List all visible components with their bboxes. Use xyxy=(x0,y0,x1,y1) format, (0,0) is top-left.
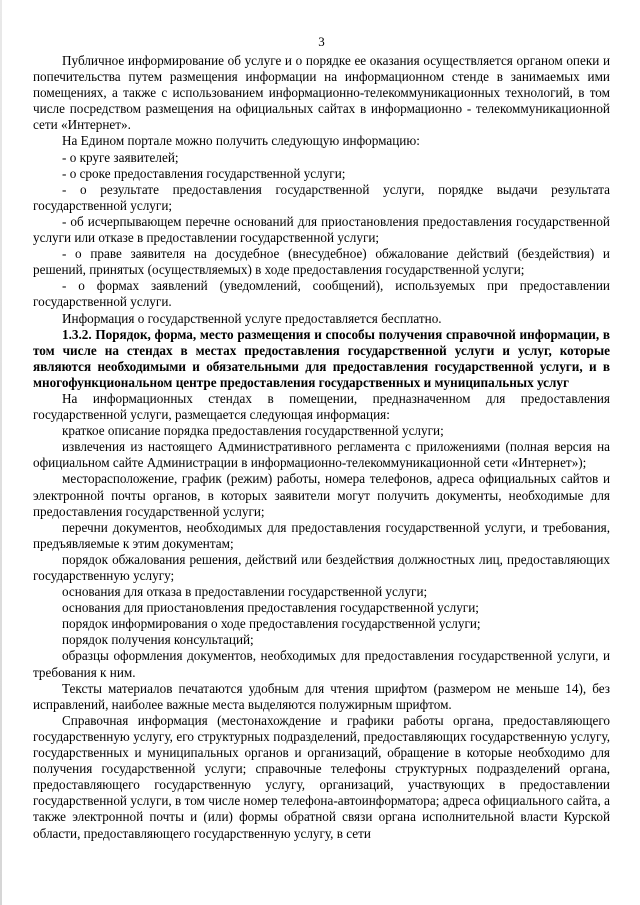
list-item: порядок обжалования решения, действий или бездействия должностных лиц, предоставляющих государственную услугу; xyxy=(33,551,610,583)
list-item: - о результате предоставления государственной услуги, порядке выдачи результата государственной услуги; xyxy=(33,181,610,213)
list-item: извлечения из настоящего Административного регламента с приложениями (полная версия на официальном сайте Администрации в информационно-телекоммуникационной сети «Интернет»); xyxy=(33,439,610,471)
paragraph-free-info: Информация о государственной услуге предоставляется бесплатно. xyxy=(62,310,442,326)
list-item: - о праве заявителя на досудебное (внесудебное) обжалование действий (бездействия) и решений, принятых (осуществляемых) в ходе предоставления государственной услуги; xyxy=(33,246,610,278)
stand-info-section xyxy=(33,391,610,842)
paragraph-font-requirements: Тексты материалов печатаются удобным для чтения шрифтом (размером не меньше 14), без исправлений, наиболее важные места выделяются полужирным шрифтом. xyxy=(33,680,610,712)
list-item: - о круге заявителей; xyxy=(62,149,179,165)
list-item: порядок информирования о ходе предоставления государственной услуги; xyxy=(62,616,481,632)
scan-edge xyxy=(0,0,2,905)
page-number: 3 xyxy=(318,34,325,49)
section-heading-text: Порядок, форма, место размещения и способы получения справочной информации, в том числе на стендах в местах предоставления государственной услуги и услуг, которые являются необходимыми и обязательными для предоставления государственной услуги, и в многофункциональном центре предоставления государственных и муниципальных услуг xyxy=(33,326,610,390)
paragraph-stands: На информационных стендах в помещении, предназначенном для предоставления государственной услуги, размещается следующая информация: xyxy=(33,390,610,423)
list-item: краткое описание порядка предоставления государственной услуги; xyxy=(62,423,444,439)
paragraph-reference-info: Справочная информация (местонахождение и графики работы органа, предоставляющего государственную услугу, его структурных подразделений, предоставляющих государственную услугу, государственных и муниципальных органов и организаций, обращение в которые необходимо для получения государственной услуги; справочные телефоны структурных подразделений органа, предоставляющего государственную услугу, организаций, участвующих в предоставлении государственной услуги, в том числе номер телефона-автоинформатора; адреса официального сайта, а также электронной почты и (или) формы обратной связи органа исполнительной власти Курской области, предоставляющего государственную услугу, в сети xyxy=(33,712,610,841)
list-item: основания для приостановления предоставления государственной услуги; xyxy=(62,600,479,616)
list-item: образцы оформления документов, необходимых для предоставления государственной услуги, и требования к ним. xyxy=(33,648,610,680)
section-number: 1.3.2. xyxy=(62,326,92,342)
paragraph-public-informing: Публичное информирование об услуге и о порядке ее оказания осуществляется органом опеки и попечительства путем размещения информации на информационном стенде в занимаемых ими помещениях, а также с использованием информационно-телекоммуникационных технологий, в том числе посредством размещения на официальных сайтах в информационно - телекоммуникационной сети «Интернет». xyxy=(33,53,610,133)
list-item: - о сроке предоставления государственной услуги; xyxy=(62,165,346,181)
list-item: - о формах заявлений (уведомлений, сообщений), используемых при предоставлении государственной услуги. xyxy=(33,278,610,310)
list-item: перечни документов, необходимых для предоставления государственной услуги, и требования, предъявляемые к этим документам; xyxy=(33,519,610,551)
list-item: - об исчерпывающем перечне оснований для приостановления предоставления государственной услуги или отказе в предоставлении государственной услуги; xyxy=(33,213,610,246)
paragraph-portal-info: На Едином портале можно получить следующую информацию: xyxy=(62,133,420,149)
list-item: порядок получения консультаций; xyxy=(62,632,254,648)
section-heading xyxy=(33,327,610,391)
list-item: основания для отказа в предоставлении государственной услуги; xyxy=(62,584,428,600)
intro-section xyxy=(33,53,610,327)
list-item: месторасположение, график (режим) работы, номера телефонов, адреса официальных сайтов и электронной почты органов, в которых заявители могут получить документы, необходимые для предоставления государственной услуги; xyxy=(33,471,610,519)
